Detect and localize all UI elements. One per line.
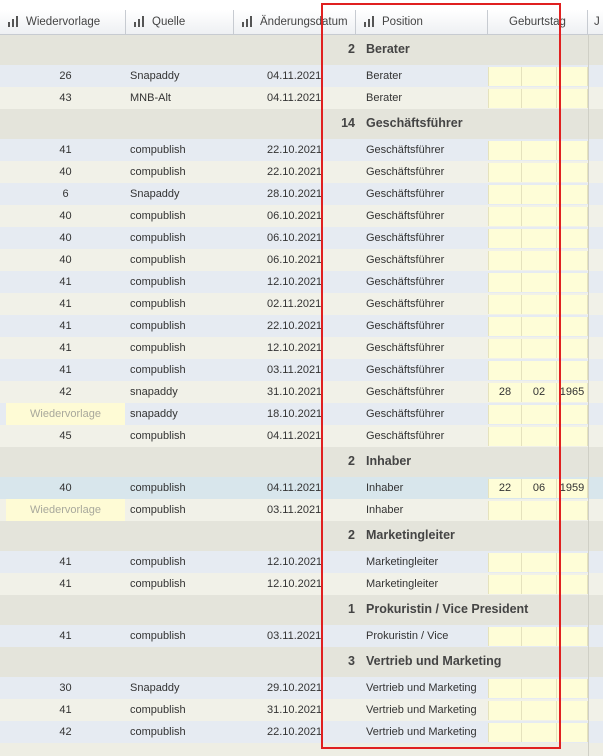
table-row[interactable] [0,721,603,743]
birthday-day-field[interactable] [488,317,521,336]
position-cell: Marketingleiter [366,578,439,590]
group-name: Geschäftsführer [366,116,463,130]
birthday-year-field[interactable] [556,251,588,270]
wiedervorlage-cell[interactable]: 41 [59,320,72,332]
birthday-year-field[interactable] [556,679,588,698]
table-row[interactable] [0,551,603,573]
birthday-day-field[interactable] [488,701,521,720]
aenderungsdatum-cell: 18.10.2021 [267,408,323,420]
table-row[interactable] [0,139,603,161]
group-count: 1 [348,602,355,616]
birthday-year-field[interactable] [556,229,588,248]
birthday-year-field[interactable] [556,339,588,358]
position-cell: Vertrieb und Marketing [366,704,477,716]
birthday-year-field[interactable] [556,553,588,572]
aenderungsdatum-cell: 06.10.2021 [267,232,323,244]
wiedervorlage-cell[interactable]: 40 [59,254,72,266]
wiedervorlage-cell[interactable]: 45 [59,430,72,442]
birthday-month-field[interactable] [521,501,556,520]
aenderungsdatum-cell: 03.11.2021 [267,630,322,642]
column-header-label: Änderungsdatum [260,16,348,28]
quelle-cell: compublish [130,726,186,738]
table-row[interactable] [0,359,603,381]
column-header-label: Quelle [152,16,186,28]
wiedervorlage-cell[interactable]: Wiedervorlage [6,499,125,521]
group-header[interactable] [0,109,603,139]
birthday-day-field[interactable] [488,427,521,446]
quelle-cell: compublish [130,578,186,590]
position-cell: Prokuristin / Vice [366,630,449,642]
birthday-month-field[interactable] [521,185,556,204]
birthday-day-field[interactable] [488,339,521,358]
wiedervorlage-cell[interactable]: 41 [59,578,72,590]
aenderungsdatum-cell: 22.10.2021 [267,166,323,178]
birthday-day-field[interactable] [488,207,521,226]
aenderungsdatum-cell: 12.10.2021 [267,578,323,590]
bar-chart-icon [242,16,254,27]
position-cell: Vertrieb und Marketing [366,682,477,694]
position-cell: Marketingleiter [366,556,439,568]
birthday-year-field[interactable] [556,627,588,646]
aenderungsdatum-cell: 04.11.2021 [267,70,322,82]
aenderungsdatum-cell: 22.10.2021 [267,144,323,156]
birthday-month-field[interactable]: 06 [521,479,556,498]
table-row[interactable] [0,65,603,87]
table-row[interactable] [0,293,603,315]
column-header-wiedervorlage[interactable] [0,10,126,34]
group-header[interactable] [0,647,603,677]
group-count: 3 [348,654,355,668]
position-cell: Geschäftsführer [366,210,445,222]
birthday-day-field[interactable] [488,679,521,698]
aenderungsdatum-cell: 31.10.2021 [267,386,323,398]
birthday-month-field[interactable] [521,627,556,646]
group-header[interactable] [0,447,603,477]
position-cell: Geschäftsführer [366,166,445,178]
aenderungsdatum-cell: 22.10.2021 [267,320,323,332]
birthday-day-field[interactable] [488,229,521,248]
aenderungsdatum-cell: 04.11.2021 [267,92,322,104]
wiedervorlage-cell[interactable]: 41 [59,704,72,716]
birthday-month-field[interactable] [521,67,556,86]
wiedervorlage-cell[interactable]: Wiedervorlage [6,403,125,425]
aenderungsdatum-cell: 12.10.2021 [267,276,323,288]
group-count: 2 [348,42,355,56]
position-cell: Geschäftsführer [366,232,445,244]
birthday-year-field[interactable] [556,89,588,108]
column-divider [588,35,589,756]
position-cell: Geschäftsführer [366,254,445,266]
position-cell: Geschäftsführer [366,408,445,420]
table-row[interactable] [0,161,603,183]
quelle-cell: MNB-Alt [130,92,171,104]
wiedervorlage-cell[interactable]: 30 [59,682,72,694]
quelle-cell: compublish [130,232,186,244]
quelle-cell: compublish [130,210,186,222]
column-header-geburtstag[interactable] [488,10,588,34]
bar-chart-icon [134,16,146,27]
position-cell: Inhaber [366,482,404,494]
table-row[interactable] [0,499,603,521]
birthday-month-field[interactable] [521,163,556,182]
aenderungsdatum-cell: 03.11.2021 [267,364,322,376]
position-cell: Geschäftsführer [366,276,445,288]
wiedervorlage-cell[interactable]: 42 [59,726,72,738]
birthday-day-field[interactable] [488,295,521,314]
quelle-cell: snapaddy [130,408,178,420]
grouped-table-body [0,35,603,743]
birthday-year-field[interactable] [556,67,588,86]
birthday-day-field[interactable] [488,273,521,292]
wiedervorlage-cell[interactable]: 41 [59,364,72,376]
birthday-year-field[interactable] [556,723,588,742]
table-row[interactable] [0,699,603,721]
table-row[interactable] [0,271,603,293]
aenderungsdatum-cell: 12.10.2021 [267,342,323,354]
birthday-year-field[interactable] [556,361,588,380]
wiedervorlage-cell[interactable]: 43 [59,92,72,104]
quelle-cell: compublish [130,364,186,376]
bar-chart-icon [8,16,20,27]
group-header[interactable] [0,35,603,65]
position-cell: Geschäftsführer [366,430,445,442]
birthday-month-field[interactable] [521,317,556,336]
aenderungsdatum-cell: 04.11.2021 [267,430,322,442]
table-row[interactable] [0,227,603,249]
group-header[interactable] [0,595,603,625]
quelle-cell: Snapaddy [130,682,180,694]
wiedervorlage-cell[interactable]: 6 [62,188,69,200]
birthday-year-field[interactable] [556,163,588,182]
wiedervorlage-cell[interactable]: 42 [59,386,72,398]
birthday-day-field[interactable] [488,405,521,424]
group-name: Berater [366,42,410,56]
quelle-cell: compublish [130,630,186,642]
birthday-month-field[interactable] [521,141,556,160]
aenderungsdatum-cell: 06.10.2021 [267,254,323,266]
quelle-cell: compublish [130,254,186,266]
table-row[interactable] [0,183,603,205]
wiedervorlage-cell[interactable]: 41 [59,276,72,288]
aenderungsdatum-cell: 03.11.2021 [267,504,322,516]
birthday-month-field[interactable] [521,575,556,594]
birthday-day-field[interactable] [488,361,521,380]
birthday-year-field[interactable] [556,317,588,336]
table-row[interactable] [0,573,603,595]
birthday-year-field[interactable] [556,427,588,446]
aenderungsdatum-cell: 22.10.2021 [267,726,323,738]
quelle-cell: compublish [130,320,186,332]
birthday-month-field[interactable] [521,207,556,226]
bar-chart-icon [364,16,376,27]
birthday-month-field[interactable] [521,723,556,742]
quelle-cell: compublish [130,430,186,442]
wiedervorlage-cell[interactable]: 41 [59,556,72,568]
table-row[interactable] [0,381,603,403]
group-name: Prokuristin / Vice President [366,602,529,616]
aenderungsdatum-cell: 04.11.2021 [267,482,322,494]
quelle-cell: compublish [130,342,186,354]
birthday-month-field[interactable] [521,339,556,358]
birthday-day-field[interactable] [488,501,521,520]
birthday-month-field[interactable] [521,427,556,446]
position-cell: Geschäftsführer [366,364,445,376]
wiedervorlage-cell[interactable]: 40 [59,482,72,494]
birthday-year-field[interactable] [556,575,588,594]
wiedervorlage-cell[interactable]: 41 [59,630,72,642]
position-cell: Geschäftsführer [366,144,445,156]
birthday-day-field[interactable] [488,723,521,742]
table-row[interactable] [0,625,603,647]
aenderungsdatum-cell: 12.10.2021 [267,556,323,568]
wiedervorlage-cell[interactable]: 40 [59,210,72,222]
group-count: 2 [348,528,355,542]
quelle-cell: compublish [130,166,186,178]
birthday-month-field[interactable] [521,679,556,698]
birthday-month-field[interactable] [521,361,556,380]
birthday-day-field[interactable] [488,163,521,182]
position-cell: Geschäftsführer [366,188,445,200]
birthday-day-field[interactable] [488,89,521,108]
quelle-cell: snapaddy [130,386,178,398]
quelle-cell: compublish [130,704,186,716]
top-strip [0,0,603,10]
wiedervorlage-cell[interactable]: 41 [59,298,72,310]
position-cell: Berater [366,92,403,104]
birthday-year-field[interactable]: 1959 [556,479,588,498]
birthday-year-field[interactable] [556,273,588,292]
birthday-day-field[interactable] [488,141,521,160]
birthday-month-field[interactable] [521,553,556,572]
birthday-year-field[interactable]: 1965 [556,383,588,402]
table-row[interactable] [0,249,603,271]
birthday-month-field[interactable]: 02 [521,383,556,402]
quelle-cell: compublish [130,276,186,288]
wiedervorlage-cell[interactable]: 40 [59,166,72,178]
quelle-cell: compublish [130,504,186,516]
wiedervorlage-cell[interactable]: 41 [59,342,72,354]
position-cell: Inhaber [366,504,404,516]
birthday-year-field[interactable] [556,207,588,226]
wiedervorlage-cell[interactable]: 41 [59,144,72,156]
birthday-year-field[interactable] [556,701,588,720]
column-header-label: Position [382,16,423,28]
column-header-quelle[interactable] [126,10,234,34]
birthday-year-field[interactable] [556,405,588,424]
birthday-month-field[interactable] [521,701,556,720]
birthday-day-field[interactable] [488,67,521,86]
table-row[interactable] [0,403,603,425]
quelle-cell: compublish [130,144,186,156]
column-header-label: Wiedervorlage [26,16,101,28]
aenderungsdatum-cell: 29.10.2021 [267,682,323,694]
aenderungsdatum-cell: 31.10.2021 [267,704,323,716]
quelle-cell: Snapaddy [130,188,180,200]
birthday-month-field[interactable] [521,229,556,248]
birthday-month-field[interactable] [521,251,556,270]
column-header-label: J [594,16,600,28]
birthday-day-field[interactable]: 22 [488,479,521,498]
birthday-year-field[interactable] [556,501,588,520]
table-row[interactable] [0,677,603,699]
table-row[interactable] [0,205,603,227]
position-cell: Berater [366,70,403,82]
aenderungsdatum-cell: 06.10.2021 [267,210,323,222]
table-row[interactable] [0,477,603,499]
birthday-month-field[interactable] [521,295,556,314]
position-cell: Vertrieb und Marketing [366,726,477,738]
group-count: 14 [341,116,355,130]
group-header[interactable] [0,521,603,551]
birthday-month-field[interactable] [521,89,556,108]
table-row[interactable] [0,315,603,337]
quelle-cell: compublish [130,298,186,310]
wiedervorlage-cell[interactable]: 40 [59,232,72,244]
birthday-month-field[interactable] [521,405,556,424]
birthday-day-field[interactable]: 28 [488,383,521,402]
wiedervorlage-cell[interactable]: 26 [59,70,72,82]
table-row[interactable] [0,337,603,359]
table-row[interactable] [0,425,603,447]
position-cell: Geschäftsführer [366,386,445,398]
quelle-cell: compublish [130,482,186,494]
column-header-j[interactable] [588,10,603,34]
column-header-aenderungsdatum[interactable] [234,10,356,34]
birthday-day-field[interactable] [488,575,521,594]
position-cell: Geschäftsführer [366,342,445,354]
aenderungsdatum-cell: 02.11.2021 [267,298,322,310]
birthday-month-field[interactable] [521,273,556,292]
position-cell: Geschäftsführer [366,298,445,310]
birthday-day-field[interactable] [488,185,521,204]
quelle-cell: Snapaddy [130,70,180,82]
column-header-label: Geburtstag [509,16,566,28]
birthday-day-field[interactable] [488,627,521,646]
position-cell: Geschäftsführer [366,320,445,332]
group-name: Marketingleiter [366,528,455,542]
aenderungsdatum-cell: 28.10.2021 [267,188,323,200]
group-count: 2 [348,454,355,468]
birthday-day-field[interactable] [488,553,521,572]
birthday-year-field[interactable] [556,295,588,314]
birthday-day-field[interactable] [488,251,521,270]
birthday-year-field[interactable] [556,185,588,204]
group-name: Inhaber [366,454,412,468]
column-header-position[interactable] [356,10,488,34]
quelle-cell: compublish [130,556,186,568]
column-header-bar [0,10,603,35]
table-row[interactable] [0,87,603,109]
birthday-year-field[interactable] [556,141,588,160]
group-name: Vertrieb und Marketing [366,654,502,668]
